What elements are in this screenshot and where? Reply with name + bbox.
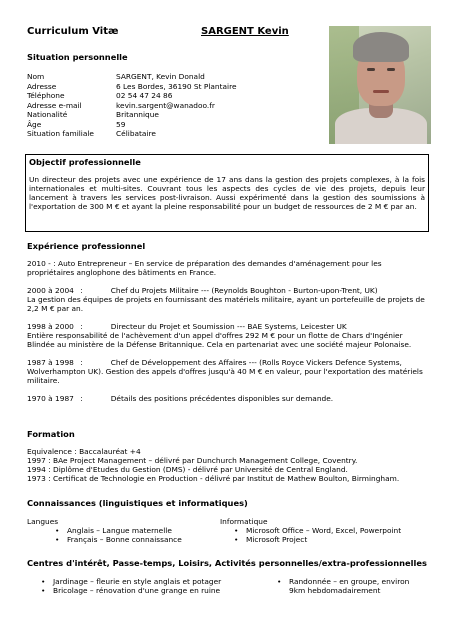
education-line: 1973 : Certificat de Technologie en Production - délivré par Institut de Mathew Boulton, Birmingham. — [27, 474, 400, 484]
detail-label: Adresse e-mail — [27, 100, 82, 110]
it-item: • Microsoft Office – Word, Excel, Powerpoint — [234, 526, 401, 535]
education-line: 1997 : BAe Project Management – délivré par Dunchurch Management College, Coventry. — [27, 456, 358, 466]
job-entry: 2000 à 2004 : Chef du Projets Militaire --- (Reynolds Boughton - Burton-upon-Trent, UK) La gestion des équipes de projets en fournissant des matériels militaire, ayant un portefeuille de projets de 2,2 M € par an. — [27, 286, 431, 313]
personal-details — [27, 72, 317, 139]
job-entry: 1970 à 1987 : Détails des positions précédentes disponibles sur demande. — [27, 394, 334, 404]
job-date: 1998 à 2000 — [27, 322, 74, 332]
detail-value: Britannique — [116, 110, 159, 119]
job-entry: 1987 à 1998 : Chef de Développement des Affaires --- (Rolls Royce Vickers Defence Systems, Wolverhampton UK). Gestion des appels d'offres jusqu'à 40 M € en valeur, pour l'exportation des matériels militaire. — [27, 358, 431, 385]
skills-section — [27, 498, 431, 547]
experience-heading: Expérience professionnel — [27, 241, 146, 251]
document-title: Curriculum Vitæ — [27, 26, 119, 37]
language-item: • Français – Bonne connaissance — [55, 535, 182, 544]
detail-row — [27, 72, 317, 82]
detail-value: SARGENT, Kevin Donald — [116, 72, 205, 81]
detail-value: 6 Les Bordes, 36190 St Plantaire — [116, 81, 237, 91]
detail-value: 02 54 47 24 86 — [116, 91, 173, 100]
interests-right — [277, 577, 427, 595]
skills-heading: Connaissances (linguistiques et informatiques) — [27, 498, 248, 508]
detail-value: 59 — [116, 119, 126, 129]
detail-label: Situation familiale — [27, 129, 94, 138]
job-date: 2010 - : — [27, 259, 56, 269]
job-entry — [27, 259, 431, 277]
detail-value: kevin.sargent@wanadoo.fr — [116, 100, 215, 110]
detail-label: Âge — [27, 119, 42, 129]
detail-row — [27, 101, 317, 111]
photo-mouth — [373, 90, 389, 93]
languages-column — [27, 517, 182, 544]
detail-row — [27, 82, 317, 92]
languages-label: Langues — [27, 517, 59, 527]
job-title: Directeur du Projet et Soumission --- BAE Systems, Leicester UK — [110, 322, 347, 332]
interests-heading: Centres d'intérêt, Passe-temps, Loisirs, Activités personnelles/extra-professionnelles — [27, 558, 427, 568]
detail-row — [27, 91, 317, 101]
education-heading: Formation — [27, 429, 75, 439]
experience-section — [27, 241, 431, 412]
interests-columns — [27, 577, 431, 603]
photo-eye — [367, 68, 375, 71]
job-entry: 1998 à 2000 : Directeur du Projet et Soumission --- BAE Systems, Leicester UK Entière responsabilité de l'achèvement d'un appel d'offres 292 M € pour un flotte de Chars d'Ingénier Blindée au ministère de la Défense Britannique. Cela en partenariat avec une société majeur Polonaise. — [27, 322, 431, 349]
job-description: Wolverhampton UK). Gestion des appels d'offres jusqu'à 40 M € en valeur, pour l'exportation des matériels militaire. — [27, 367, 423, 386]
job-date: 1987 à 1998 — [27, 358, 74, 368]
education-line: 1994 : Diplôme d'Etudes du Gestion (DMS) - délivré par Université de Central England. — [27, 465, 348, 475]
job-description: Entière responsabilité de l'achèvement d'un appel d'offres 292 M € pour un flotte de Chars d'Ingénier Blindée au ministère de la Défense Britannique. Cela en partenariat avec une société majeur Polonaise. — [27, 331, 412, 350]
job-title: Chef du Projets Militaire --- (Reynolds Boughton - Burton-upon-Trent, UK) — [110, 286, 378, 296]
detail-value: Célibataire — [116, 129, 156, 138]
interest-item: • Bricolage – rénovation d'une grange en ruine — [41, 586, 231, 595]
interests-section — [27, 558, 431, 603]
skills-columns — [27, 517, 431, 547]
job-title: Chef de Développement des Affaires --- (Rolls Royce Vickers Defence Systems, — [110, 358, 402, 368]
it-item: • Microsoft Project — [234, 535, 401, 544]
language-item: • Anglais – Langue maternelle — [55, 526, 182, 535]
portrait-photo — [329, 26, 431, 144]
job-title: Détails des positions précédentes disponibles sur demande. — [110, 394, 334, 404]
detail-label: Nom — [27, 72, 45, 81]
job-title: Auto Entrepreneur – En service de préparation des demandes d'aménagement pour les propriétaires anglophone des bâtiments en France. — [27, 259, 382, 278]
interests-left — [41, 577, 231, 595]
detail-row — [27, 129, 317, 139]
photo-hair — [353, 32, 409, 62]
detail-label: Nationalité — [27, 110, 68, 119]
detail-row — [27, 120, 317, 130]
objective-text: Un directeur des projets avec une expérience de 17 ans dans la gestion des projets complexes, à la fois internationales et multi-sites. Couvrant tous les aspects des cycles de vie des projets, depuis leur lancement à travers les services post-livraison. Aussi expérimenté dans la gestion des soumissions à l'exportation de 300 M € et ayant la pleine responsabilité pour un budget de ressources de 2 M € par an. — [29, 175, 425, 212]
personal-heading: Situation personnelle — [27, 52, 128, 62]
education-section — [27, 429, 431, 483]
objective-box — [25, 154, 429, 232]
it-label: Informatique — [220, 517, 268, 527]
detail-label: Téléphone — [27, 91, 65, 100]
interest-item: • Randonnée – en groupe, environ 9km hebdomadairement — [277, 577, 427, 595]
detail-row — [27, 110, 317, 120]
job-date: 2000 à 2004 — [27, 286, 74, 296]
job-date: 1970 à 1987 — [27, 394, 74, 404]
job-description: La gestion des équipes de projets en fournissant des matériels militaire, ayant un portefeuille de projets de 2,2 M € par an. — [27, 295, 425, 314]
photo-collar — [369, 104, 393, 118]
objective-heading: Objectif professionnelle — [29, 157, 141, 167]
candidate-name-title: SARGENT Kevin — [201, 26, 289, 37]
photo-eye — [387, 68, 395, 71]
it-column — [220, 517, 401, 544]
interest-item: • Jardinage – fleurie en style anglais et potager — [41, 577, 231, 586]
detail-label: Adresse — [27, 81, 57, 91]
education-line: Equivalence : Baccalauréat +4 — [27, 447, 141, 457]
cv-page — [27, 26, 431, 596]
